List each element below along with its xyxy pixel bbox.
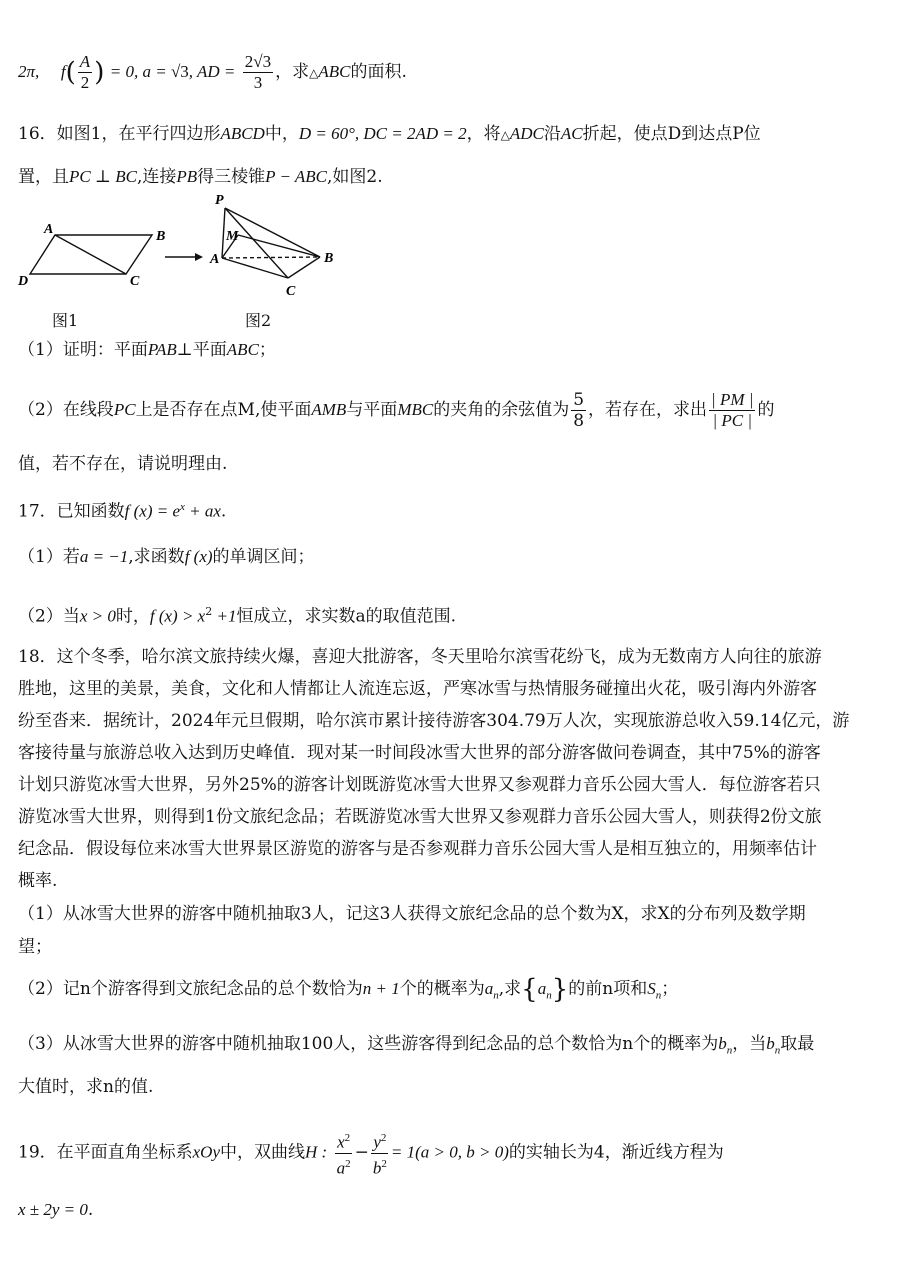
y-squared-over-b-squared: $\frac{y^2}{b^2}$: [371, 1128, 389, 1178]
x-squared-over-a-squared: $\frac{x^2}{a^2}$: [335, 1128, 353, 1178]
q18-text-line: 胜地，这里的美景，美食，文化和人情都让人流连忘返，严寒冰雪与热情服务碰撞出火花，吸引海内外游客: [18, 679, 817, 699]
q18-text-line: 游览冰雪大世界，则得到1份文旅纪念品；若既游览冰雪大世界又参观群力音乐公园大雪人，则获得2份文旅: [18, 807, 822, 827]
q19-stem-line1: 19．在平面直角坐标系xOy中，双曲线H : $\frac{x^2}{a^2}$ − $\frac{y^2}{b^2}$ = 1(a > 0, b > 0)的实轴长为4，渐近线方程为: [18, 1128, 880, 1178]
figures: [0, 190, 360, 305]
pm-pc-fraction: $\frac{| PM |}{| PC |}$: [711, 390, 754, 430]
fig2-label-c: C: [286, 284, 296, 299]
fig1-label-c: C: [130, 274, 140, 289]
cosine-fraction: $\frac{5}{8}$: [573, 390, 585, 431]
q18-text-line: 纷至沓来．据统计，2024年元旦假期，哈尔滨市累计接待游客304.79万人次，实现旅游总收入59.14亿元，游: [18, 711, 850, 731]
q19-stem-line2: x ± 2y = 0.: [18, 1200, 94, 1220]
fig2-label-m: M: [226, 229, 239, 244]
q16-part2-line1: （2）在线段PC上是否存在点M,使平面AMB与平面MBC的夹角的余弦值为 $\frac{5}{8}$ ，若存在，求出 $\frac{| PM |}{| PC |}$ 的: [18, 390, 775, 431]
q15-condition-line: 2π, f( $\frac{A}{2}$ ) = 0, a = √3, AD = $\frac{2√3}{3}$ ，求△ABC的面积.: [18, 52, 407, 92]
q18-part3-line1: （3）从冰雪大世界的游客中随机抽取100人，这些游客得到纪念品的总个数恰为n个的概率为$b_n$，当$b_n$取最: [18, 1034, 815, 1057]
q18-part1-line1: （1）从冰雪大世界的游客中随机抽取3人，记这3人获得文旅纪念品的总个数为X，求X的分布列及数学期: [18, 904, 806, 924]
fig2-label-p: P: [215, 193, 224, 208]
fig1-label-b: B: [156, 229, 166, 244]
figure-1-caption: 图1: [52, 311, 79, 330]
q17-part1: （1）若a = −1,求函数f (x)的单调区间；: [18, 547, 315, 567]
q18-part2: （2）记n个游客得到文旅纪念品的总个数恰为n + 1个的概率为$a_n$,求$\{a_n\}$的前n项和$S_n$；: [18, 974, 679, 1005]
q18-text-line: 概率.: [18, 871, 58, 891]
q17-stem: 17．已知函数f $(x) = e^x$ + ax.: [18, 501, 227, 522]
q18-text-line: 纪念品．假设每位来冰雪大世界景区游览的游客与是否参观群力音乐公园大雪人是相互独立的，用频率估计: [18, 839, 817, 859]
q18-text-line: 计划只游览冰雪大世界，另外25%的游客计划既游览冰雪大世界又参观群力音乐公园大雪人．每位游客若只: [18, 775, 821, 795]
figure-1-parallelogram: [30, 235, 152, 274]
a-over-2-fraction: $\frac{A}{2}$: [79, 52, 91, 92]
fig2-label-b: B: [324, 251, 334, 266]
arrow-icon: [165, 253, 203, 261]
fig1-label-a: A: [44, 222, 54, 237]
q16-part1: （1）证明：平面PAB⊥平面ABC；: [18, 340, 276, 360]
q18-text-line: 客接待量与旅游总收入达到历史峰值．现对某一时间段冰雪大世界的部分游客做问卷调查，其中75%的游客: [18, 743, 821, 763]
ad-fraction: $\frac{2√3}{3}$: [244, 52, 272, 92]
q16-stem-line1: 16．如图1，在平行四边形ABCD中，D = 60°, DC = 2AD = 2，将△ADC沿AC折起，使点D到达点P位: [18, 124, 761, 144]
figure-2-caption: 图2: [245, 311, 272, 330]
q16-stem-line2: 置，且PC ⊥ BC,连接PB得三棱锥P − ABC,如图2.: [18, 167, 383, 187]
fig1-label-d: D: [18, 274, 29, 289]
q18-part1-line2: 望；: [18, 937, 52, 957]
q18-text-line: 18．这个冬季，哈尔滨文旅持续火爆，喜迎大批游客，冬天里哈尔滨雪花纷飞，成为无数南方人向往的旅游: [18, 647, 822, 667]
q18-part3-line2: 大值时，求n的值.: [18, 1077, 154, 1097]
q16-part2-line2: 值，若不存在，请说明理由.: [18, 454, 228, 474]
fig2-label-a: A: [210, 252, 220, 267]
q17-part2: （2）当x > 0时，f $(x) > x^2 +1$恒成立，求实数a的取值范围.: [18, 605, 456, 627]
